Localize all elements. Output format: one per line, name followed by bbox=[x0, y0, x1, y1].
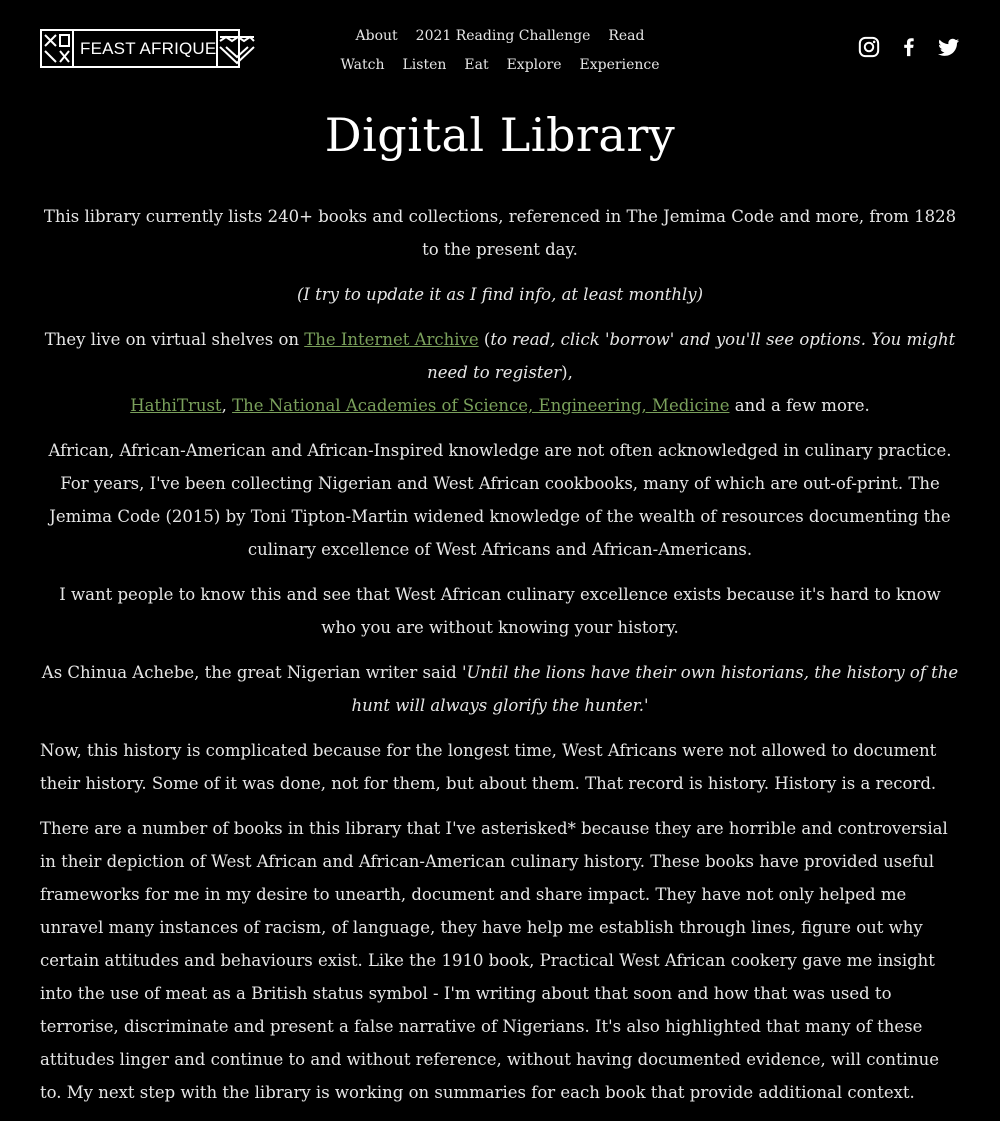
main-navigation bbox=[340, 22, 660, 80]
shelves-text-d: , bbox=[221, 396, 233, 415]
logo-pattern-right-icon bbox=[218, 31, 256, 66]
nav-watch[interactable]: Watch bbox=[340, 57, 385, 73]
internet-archive-link[interactable]: The Internet Archive bbox=[304, 330, 479, 349]
shelves-text-e: and a few more. bbox=[729, 396, 870, 415]
shelves-paragraph bbox=[40, 323, 960, 422]
logo-pattern-left bbox=[42, 31, 74, 66]
logo-pattern-right bbox=[216, 31, 256, 66]
twitter-icon[interactable] bbox=[938, 36, 960, 58]
borrow-instructions: to read, click 'borrow' and you'll see options. You might need to register bbox=[427, 330, 956, 382]
shelves-text-a: They live on virtual shelves on bbox=[44, 330, 305, 349]
page-title: Digital Library bbox=[324, 108, 676, 162]
instagram-icon[interactable] bbox=[858, 36, 880, 58]
intro-paragraph: This library currently lists 240+ books and collections, referenced in The Jemima Code and more, from 1828 to the present day. bbox=[43, 207, 957, 259]
nav-listen[interactable]: Listen bbox=[402, 57, 447, 73]
shelves-text-b: ( bbox=[478, 330, 491, 349]
nav-experience[interactable]: Experience bbox=[579, 57, 660, 73]
national-academies-link[interactable]: The National Academies of Science, Engineering, Medicine bbox=[232, 396, 730, 415]
update-note bbox=[40, 278, 960, 311]
social-links bbox=[858, 36, 960, 58]
achebe-quote: Until the lions have their own historians, the history of the hunt will always glorify the hunter.' bbox=[351, 663, 959, 715]
logo-pattern-left-icon bbox=[42, 31, 72, 66]
nav-eat[interactable]: Eat bbox=[464, 57, 489, 73]
nav-explore[interactable]: Explore bbox=[506, 57, 562, 73]
achebe-quote-paragraph bbox=[40, 656, 960, 722]
achebe-intro: As Chinua Achebe, the great Nigerian writer said ' bbox=[41, 663, 467, 682]
main-content bbox=[40, 200, 960, 1121]
nav-about[interactable]: About bbox=[355, 28, 398, 44]
update-note-text: (I try to update it as I find info, at least monthly) bbox=[296, 285, 704, 304]
record-paragraph: Now, this history is complicated because for the longest time, West Africans were not allowed to document their history. Some of it was done, not for them, but about them. That record is history. History is a record. bbox=[40, 741, 937, 793]
asterisk-paragraph: There are a number of books in this library that I've asterisked* because they are horrible and controversial in their depiction of West African and African-American culinary history. These books have provided useful frameworks for me in my desire to unearth, document and share impact. They have not only helped me unravel many instances of racism, of language, they have help me establish through lines, figure out why certain attitudes and behaviours exist. Like the 1910 book, Practical West African cookery gave me insight into the use of meat as a British status symbol - I'm writing about that soon and how that was used to terrorise, discriminate and present a false narrative of Nigerians. It's also highlighted that many of these attitudes linger and continue to and without reference, without having documented evidence, will continue to. My next step with the library is working on summaries for each book that provide additional context. bbox=[40, 819, 948, 1102]
shelves-text-c: ), bbox=[561, 363, 573, 382]
logo-text: FEAST AFRIQUE bbox=[80, 38, 217, 58]
site-logo[interactable] bbox=[40, 29, 240, 68]
knowledge-paragraph: African, African-American and African-Inspired knowledge are not often acknowledged in culinary practice. For years, I've been collecting Nigerian and West African cookbooks, many of which are out-of-print. The Jemima Code (2015) by Toni Tipton-Martin widened knowledge of the wealth of resources documenting the culinary excellence of West Africans and African-Americans. bbox=[48, 441, 952, 559]
nav-read[interactable]: Read bbox=[608, 28, 645, 44]
history-paragraph: I want people to know this and see that West African culinary excellence exists because it's hard to know who you are without knowing your history. bbox=[59, 585, 941, 637]
nav-reading-challenge[interactable]: 2021 Reading Challenge bbox=[415, 28, 591, 44]
facebook-icon[interactable] bbox=[898, 36, 920, 58]
hathitrust-link[interactable]: HathiTrust bbox=[130, 396, 222, 415]
